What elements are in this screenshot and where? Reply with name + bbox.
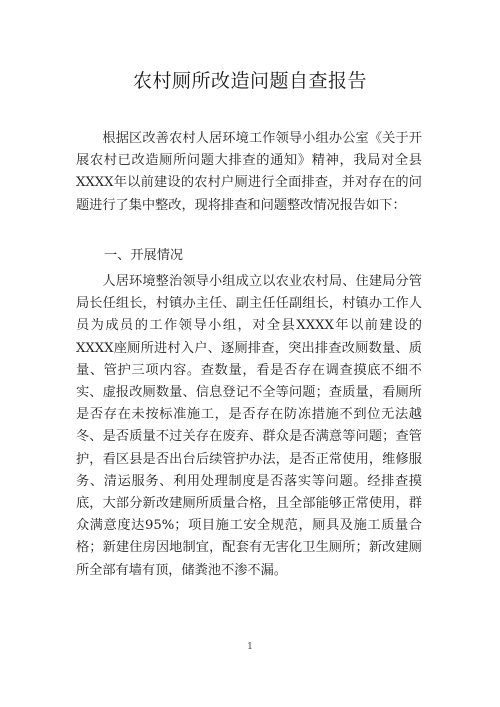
intro-section bbox=[76, 128, 422, 217]
intro-paragraph: 根据区改善农村人居环境工作领导小组办公室《关于开展农村已改造厕所问题大排查的通知》精神，我局对全县XXXX年以前建设的农村户厕进行全面排查，并对存在的问题进行了集中整改，现将排查和问题整改情况报告如下： bbox=[76, 131, 422, 213]
section-paragraph: 人居环境整治领导小组成立以农业农村局、住建局分管局长任组长，村镇办主任、副主任任副组长，村镇办工作人员为成员的工作领导小组，对全县XXXX年以前建设的XXXX座厕所进村入户、逐厕排查，突出排查改厕数量、质量、管护三项内容。查数量，看是否存在调查摸底不细不实、虚报改厕数量、信息登记不全等问题；查质量，看厕所是否存在未按标准施工，是否存在防冻措施不到位无法越冬、是否质量不过关存在废弃、群众是否满意等问题；查管护，看区县是否出台后续管护办法，是否正常使用，维修服务、清运服务、利用处理制度是否落实等问题。经排查摸底，大部分新改建厕所质量合格，且全部能够正常使用，群众满意度达95%；项目施工安全规范，厕具及施工质量合格；新建住房因地制宜，配套有无害化卫生厕所；新改建厕所全部有墙有顶，储粪池不渗不漏。 bbox=[76, 274, 422, 578]
section-body bbox=[76, 271, 422, 582]
page-number: 1 bbox=[247, 642, 253, 652]
document-title: 农村厕所改造问题自查报告 bbox=[132, 70, 367, 92]
section-heading: 一、开展情况 bbox=[104, 248, 184, 263]
